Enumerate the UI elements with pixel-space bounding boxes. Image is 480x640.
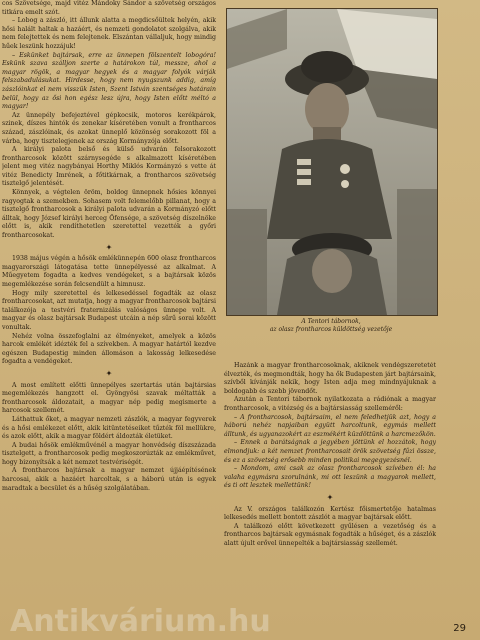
paragraph: Az ünnepély befejeztével gépkocsik, motoros kerékpárok, szinek, díszes hintók és zenekar kíséretében vonult a frontharcos század, zászlóinak, és azokat ünneplő közönség sorakozott föl a várba, hogy tisztelegjenek az ország Kormányzója előtt.: [2, 111, 216, 145]
paragraph: Hazánk a magyar frontharcosoknak, akiknek vendégszeretetét élvezték, és megmondták, hogy ha ők Budapesten járt bajtársaink, szívből kívánják nekik, hogy Isten adja meg mindnyájuknak a boldogabb és szebb jövendőt.: [224, 362, 436, 395]
section-divider-star: ✦: [105, 368, 113, 378]
section-divider-star: ✦: [326, 492, 334, 502]
paragraph: Az V. országos találkozón Kertész főismertetője hatalmas lelkesedés mellett bontott zászlót a magyar bajtársak előtt.: [224, 505, 436, 522]
paragraph: cos Szövetsége, majd vitéz Mándoky Sándor a szövetség országos titkára emelt szót.: [2, 0, 216, 16]
paragraph: 1938 május végén a hősök emlékünnepén 600 olasz frontharcos magyarországi látogatása tette ünnepélyessé az alkalmat. A Műegyetem fogadta a kedves vendégeket, s a bajtársak közös megemlékezése során felcsendült a himnusz.: [2, 255, 216, 288]
paragraph: Hogy mily szeretettel és lelkesedéssel fogadták az olasz frontharcosokat, azt mutatja, hogy a magyar frontharcosok bajtársi találkozója a testvéri fraternizálás valóságos ünnepe volt. A magyar és olasz bajtársak Budapest utcáin a nép sűrű sorai között vonultak.: [2, 289, 216, 331]
paragraph: – Eskünket bajtársak, erre az ünnepen fölszentelt lobogóra! Eskünk szava szálljon szerte a határokon túl, messze, ahol a magyar rögök, a magyar hegyek és a magyar folyók várják felszabadulásukat. Hirdesse, hogy nem nyugszunk addig, amíg zászlóinkat el nem visszük Isten, Szent István szentséges határain belül, hogy az ősi hon egész lesz újra, hogy Isten előtt méltó a magyar!: [2, 51, 216, 111]
photo-illustration: [227, 9, 437, 315]
paragraph: A most említett előtti ünnepélyes szertartás után bajtársias megemlékezés hangzott el. Gyöngyösi szavak méltatták a frontharcosok áldozatait, a magyar nép pedig megismerte a harcosok szellemét.: [2, 381, 216, 415]
right-text-column: [224, 362, 436, 618]
caption-line: A Tentori tábornok,: [301, 318, 361, 325]
paragraph: Láthattuk őket, a magyar nemzeti zászlók, a magyar fegyverek és a hősi emlékezet előtt, akik kitüntetéseiket tűzték föl mellükre, és azok előtt, akik a magyar földért áldozták életüket.: [2, 415, 216, 441]
section-divider-star: ✦: [105, 242, 113, 252]
page-number: 29: [453, 623, 466, 634]
paragraph: Könnyek, a végtelen öröm, boldog ünnepnek hősies könnyei ragyogtak a szemekben. Sohasem volt felemelőbb pillanat, hogy a tisztelgő frontharcosok a királyi palota udvarán a Kormányzó előtt álltak, hogy József királyi herceg Őfensége, a szövetség díszelnöke előtt is, akik rendíthetetlen szeretettel vezették a győri frontharcosokat.: [2, 189, 216, 240]
paragraph: A királyi palota belső és külső udvarán felsorakozott frontharcosok között szárnysegéde s alkalmazott kíséretében jelent meg vitéz nagybányai Horthy Miklós Kormányzó s vette át vitéz Benedicty Imrének, a főtitkárnak, a frontharcos szövetség tisztelgő jelentését.: [2, 146, 216, 188]
left-text-column: [2, 0, 216, 618]
photo-caption: [226, 318, 436, 333]
caption-line: az olasz frontharcos küldöttség vezetője: [269, 325, 393, 333]
paragraph: A találkozó előtt következett gyűlésen a vezetőség és a frontharcos bajtársak egymásnak fogadták a hűséget, és a zászlók alatt újult erővel ünnepelték a bajtársiasság szellemét.: [224, 522, 436, 547]
paragraph: – Lobog a zászló, itt állunk alatta a megdicsőültek helyén, akik hősi halált haltak a hazáért, és nemzeti gondolatot szolgálva, akik nem felejtettek és nem felejtenek. Elszántan vállaljuk, hogy mindig hűek leszünk hozzájuk!: [2, 17, 216, 50]
paragraph: A frontharcos bajtársak a magyar nemzet újjáépítésének harcosai, akik a hazáért harcoltak, s a háború után is egyek maradtak a becsület és a hűség szolgálatában.: [2, 467, 216, 492]
paragraph: Azután a Tentori tábornok nyilatkozata a rádiónak a magyar frontharcosok, a vitézség és a bajtársiasság szelleméről:: [224, 396, 436, 412]
paragraph: – A frontharcosok, bajtársaim, el nem feledhetjük azt, hogy a háború nehéz napjaiban együtt harcoltunk, egymás mellett álltunk, és ugyanazokért az eszmékért küzdöttünk a harcmezőkön.: [224, 413, 436, 438]
paragraph: – Mondom, ami csak az olasz frontharcosok szívében él: ha valaha egymásra szorulnánk, mi ott leszünk a magyarok mellett, és ti ott lesztek mellettünk!: [224, 465, 436, 490]
general-photograph: [226, 8, 438, 316]
paragraph: – Ennek a barátságnak a jegyében jöttünk el hozzátok, hogy elmondjuk: a két nemzet frontharcosait örök szövetség fűzi össze, és ez a szövetség erősebb minden politikai megegyezésnél.: [224, 439, 436, 464]
paragraph: A budai hősök emlékművénél a magyar honvédség díszszázada tisztelgett, a frontharcosok pedig megkoszorúzták az emlékművet, hogy bizonyítsák a két nemzet testvériségét.: [2, 441, 216, 466]
watermark-text: Antikvárium.hu: [10, 604, 271, 639]
paragraph: Nehéz volna összefoglalni az élményeket, amelyek a közös harcok emlékét idézték fel a szívekben. A magyar határtól kezdve egészen Budapestig minden állomáson a lakosság lelkesedése fogadta a vendégeket.: [2, 332, 216, 366]
